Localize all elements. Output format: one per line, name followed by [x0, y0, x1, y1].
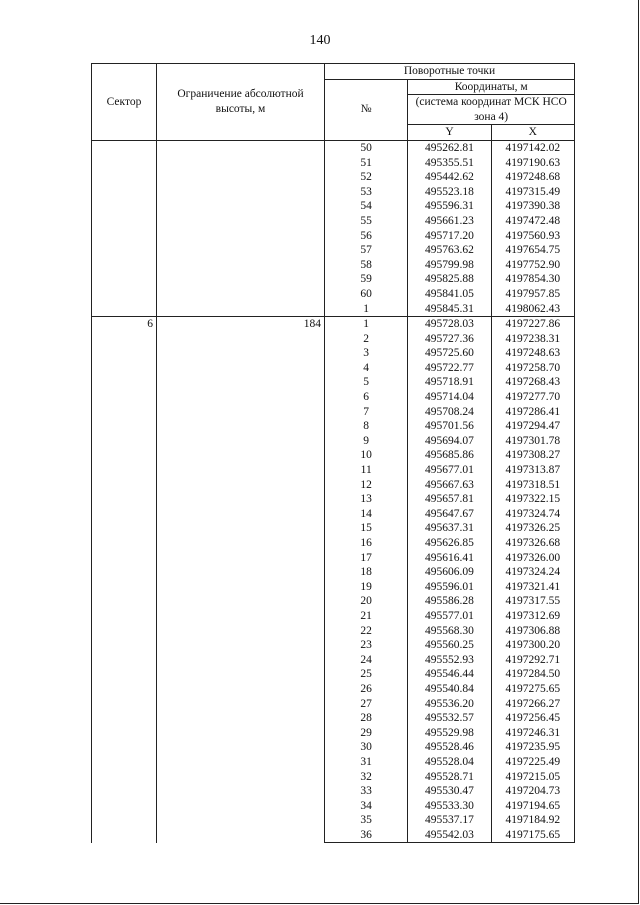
coordinate-x-cell: 4197190.63 — [491, 156, 574, 171]
point-number-cell: 34 — [325, 799, 408, 814]
coordinate-y-cell: 495841.05 — [408, 287, 491, 302]
point-number-cell: 24 — [325, 653, 408, 668]
coordinate-x-cell: 4197256.45 — [491, 711, 574, 726]
coordinate-y-cell: 495533.30 — [408, 799, 491, 814]
coordinate-y-cell: 495722.77 — [408, 361, 491, 376]
point-number-cell: 52 — [325, 170, 408, 185]
point-number-cell: 33 — [325, 784, 408, 799]
coordinate-y-cell: 495694.07 — [408, 434, 491, 449]
point-number-cell: 50 — [325, 140, 408, 155]
point-number-cell: 4 — [325, 361, 408, 376]
coordinate-x-cell: 4197238.31 — [491, 332, 574, 347]
coordinate-x-cell: 4197326.25 — [491, 521, 574, 536]
coordinate-y-cell: 495552.93 — [408, 653, 491, 668]
page-number: 140 — [309, 33, 331, 48]
coordinate-x-cell: 4197277.70 — [491, 390, 574, 405]
header-x: X — [491, 125, 574, 141]
coordinate-x-cell: 4197246.31 — [491, 726, 574, 741]
coordinate-x-cell: 4197324.74 — [491, 507, 574, 522]
sector-cell: 6 — [92, 317, 157, 843]
point-number-cell: 7 — [325, 405, 408, 420]
coordinate-y-cell: 495540.84 — [408, 682, 491, 697]
point-number-cell: 59 — [325, 272, 408, 287]
coordinate-x-cell: 4197654.75 — [491, 243, 574, 258]
coordinate-x-cell: 4197308.27 — [491, 448, 574, 463]
coordinate-x-cell: 4197248.68 — [491, 170, 574, 185]
table-row — [92, 317, 575, 332]
coordinate-x-cell: 4197258.70 — [491, 361, 574, 376]
coordinate-y-cell: 495262.81 — [408, 140, 491, 155]
coordinate-y-cell: 495616.41 — [408, 551, 491, 566]
coordinate-x-cell: 4197318.51 — [491, 478, 574, 493]
coordinate-x-cell: 4197472.48 — [491, 214, 574, 229]
coordinate-y-cell: 495560.25 — [408, 638, 491, 653]
coordinate-y-cell: 495532.57 — [408, 711, 491, 726]
coordinate-x-cell: 4197235.95 — [491, 740, 574, 755]
header-number: № — [325, 79, 408, 140]
sector-cell — [92, 140, 157, 316]
coordinate-x-cell: 4197284.50 — [491, 667, 574, 682]
coordinate-y-cell: 495546.44 — [408, 667, 491, 682]
point-number-cell: 21 — [325, 609, 408, 624]
coordinate-y-cell: 495596.31 — [408, 199, 491, 214]
coordinate-y-cell: 495536.20 — [408, 697, 491, 712]
coordinate-y-cell: 495727.36 — [408, 332, 491, 347]
point-number-cell: 51 — [325, 156, 408, 171]
point-number-cell: 1 — [325, 317, 408, 332]
coordinate-y-cell: 495714.04 — [408, 390, 491, 405]
coordinate-x-cell: 4197227.86 — [491, 317, 574, 332]
coordinate-x-cell: 4197326.00 — [491, 551, 574, 566]
coordinate-x-cell: 4197854.30 — [491, 272, 574, 287]
coordinate-y-cell: 495667.63 — [408, 478, 491, 493]
point-number-cell: 5 — [325, 375, 408, 390]
header-coordinates: Координаты, м — [408, 79, 575, 95]
coordinate-x-cell: 4197225.49 — [491, 755, 574, 770]
point-number-cell: 30 — [325, 740, 408, 755]
coordinate-x-cell: 4197326.68 — [491, 536, 574, 551]
coordinate-y-cell: 495717.20 — [408, 229, 491, 244]
header-altitude-limit: Ограничение абсолютной высоты, м — [157, 64, 325, 141]
coordinate-x-cell: 4197324.24 — [491, 565, 574, 580]
coordinate-y-cell: 495606.09 — [408, 565, 491, 580]
coordinate-y-cell: 495626.85 — [408, 536, 491, 551]
coordinate-x-cell: 4197317.55 — [491, 594, 574, 609]
point-number-cell: 19 — [325, 580, 408, 595]
coordinate-y-cell: 495661.23 — [408, 214, 491, 229]
point-number-cell: 18 — [325, 565, 408, 580]
coordinate-y-cell: 495528.04 — [408, 755, 491, 770]
point-number-cell: 57 — [325, 243, 408, 258]
coordinate-x-cell: 4197204.73 — [491, 784, 574, 799]
coordinate-y-cell: 495586.28 — [408, 594, 491, 609]
coordinate-x-cell: 4197390.38 — [491, 199, 574, 214]
point-number-cell: 35 — [325, 813, 408, 828]
coordinate-x-cell: 4197175.65 — [491, 828, 574, 843]
coordinate-y-cell: 495355.51 — [408, 156, 491, 171]
coordinates-table — [91, 63, 575, 843]
table-body — [92, 140, 575, 843]
point-number-cell: 20 — [325, 594, 408, 609]
coordinate-y-cell: 495825.88 — [408, 272, 491, 287]
point-number-cell: 1 — [325, 302, 408, 317]
coordinate-y-cell: 495763.62 — [408, 243, 491, 258]
point-number-cell: 56 — [325, 229, 408, 244]
coordinate-x-cell: 4197560.93 — [491, 229, 574, 244]
point-number-cell: 9 — [325, 434, 408, 449]
coordinate-y-cell: 495529.98 — [408, 726, 491, 741]
coordinate-x-cell: 4197321.41 — [491, 580, 574, 595]
coordinate-x-cell: 4197266.27 — [491, 697, 574, 712]
point-number-cell: 12 — [325, 478, 408, 493]
header-y: Y — [408, 125, 491, 141]
coordinate-x-cell: 4197294.47 — [491, 419, 574, 434]
coordinate-y-cell: 495537.17 — [408, 813, 491, 828]
coordinate-x-cell: 4197301.78 — [491, 434, 574, 449]
point-number-cell: 8 — [325, 419, 408, 434]
coordinate-x-cell: 4197312.69 — [491, 609, 574, 624]
point-number-cell: 54 — [325, 199, 408, 214]
coordinate-y-cell: 495523.18 — [408, 185, 491, 200]
coordinate-y-cell: 495528.46 — [408, 740, 491, 755]
point-number-cell: 28 — [325, 711, 408, 726]
point-number-cell: 31 — [325, 755, 408, 770]
point-number-cell: 23 — [325, 638, 408, 653]
coordinate-y-cell: 495637.31 — [408, 521, 491, 536]
coordinate-y-cell: 495708.24 — [408, 405, 491, 420]
point-number-cell: 13 — [325, 492, 408, 507]
point-number-cell: 22 — [325, 624, 408, 639]
header-coordinate-system: (система координат МСК НСО зона 4) — [408, 95, 575, 125]
coordinate-x-cell: 4197322.15 — [491, 492, 574, 507]
coordinate-y-cell: 495685.86 — [408, 448, 491, 463]
coordinate-y-cell: 495647.67 — [408, 507, 491, 522]
point-number-cell: 53 — [325, 185, 408, 200]
point-number-cell: 29 — [325, 726, 408, 741]
coordinate-y-cell: 495677.01 — [408, 463, 491, 478]
coordinate-x-cell: 4197275.65 — [491, 682, 574, 697]
table-row — [92, 140, 575, 155]
coordinate-x-cell: 4198062.43 — [491, 302, 574, 317]
point-number-cell: 10 — [325, 448, 408, 463]
coordinate-x-cell: 4197300.20 — [491, 638, 574, 653]
point-number-cell: 11 — [325, 463, 408, 478]
coordinate-y-cell: 495528.71 — [408, 770, 491, 785]
coordinate-y-cell: 495530.47 — [408, 784, 491, 799]
point-number-cell: 36 — [325, 828, 408, 843]
coordinate-x-cell: 4197268.43 — [491, 375, 574, 390]
coordinate-y-cell: 495577.01 — [408, 609, 491, 624]
header-turning-points: Поворотные точки — [325, 64, 575, 80]
coordinate-y-cell: 495718.91 — [408, 375, 491, 390]
point-number-cell: 3 — [325, 346, 408, 361]
header-sector: Сектор — [92, 64, 157, 141]
coordinate-x-cell: 4197142.02 — [491, 140, 574, 155]
coordinate-x-cell: 4197752.90 — [491, 258, 574, 273]
coordinate-y-cell: 495845.31 — [408, 302, 491, 317]
coordinate-x-cell: 4197315.49 — [491, 185, 574, 200]
point-number-cell: 16 — [325, 536, 408, 551]
coordinate-x-cell: 4197313.87 — [491, 463, 574, 478]
altitude-limit-cell — [157, 140, 325, 316]
point-number-cell: 27 — [325, 697, 408, 712]
point-number-cell: 55 — [325, 214, 408, 229]
coordinate-x-cell: 4197194.65 — [491, 799, 574, 814]
point-number-cell: 14 — [325, 507, 408, 522]
point-number-cell: 26 — [325, 682, 408, 697]
point-number-cell: 32 — [325, 770, 408, 785]
coordinate-x-cell: 4197215.05 — [491, 770, 574, 785]
table-header — [92, 64, 575, 141]
coordinate-y-cell: 495657.81 — [408, 492, 491, 507]
coordinate-x-cell: 4197184.92 — [491, 813, 574, 828]
altitude-limit-cell: 184 — [157, 317, 325, 843]
coordinate-y-cell: 495596.01 — [408, 580, 491, 595]
coordinate-x-cell: 4197248.63 — [491, 346, 574, 361]
coordinate-x-cell: 4197292.71 — [491, 653, 574, 668]
coordinate-y-cell: 495725.60 — [408, 346, 491, 361]
coordinate-y-cell: 495442.62 — [408, 170, 491, 185]
coordinate-x-cell: 4197286.41 — [491, 405, 574, 420]
point-number-cell: 58 — [325, 258, 408, 273]
coordinate-y-cell: 495568.30 — [408, 624, 491, 639]
point-number-cell: 25 — [325, 667, 408, 682]
coordinate-x-cell: 4197957.85 — [491, 287, 574, 302]
coordinate-y-cell: 495542.03 — [408, 828, 491, 843]
coordinate-y-cell: 495728.03 — [408, 317, 491, 332]
coordinate-x-cell: 4197306.88 — [491, 624, 574, 639]
point-number-cell: 6 — [325, 390, 408, 405]
point-number-cell: 15 — [325, 521, 408, 536]
coordinate-y-cell: 495701.56 — [408, 419, 491, 434]
point-number-cell: 17 — [325, 551, 408, 566]
coordinate-y-cell: 495799.98 — [408, 258, 491, 273]
point-number-cell: 2 — [325, 332, 408, 347]
point-number-cell: 60 — [325, 287, 408, 302]
